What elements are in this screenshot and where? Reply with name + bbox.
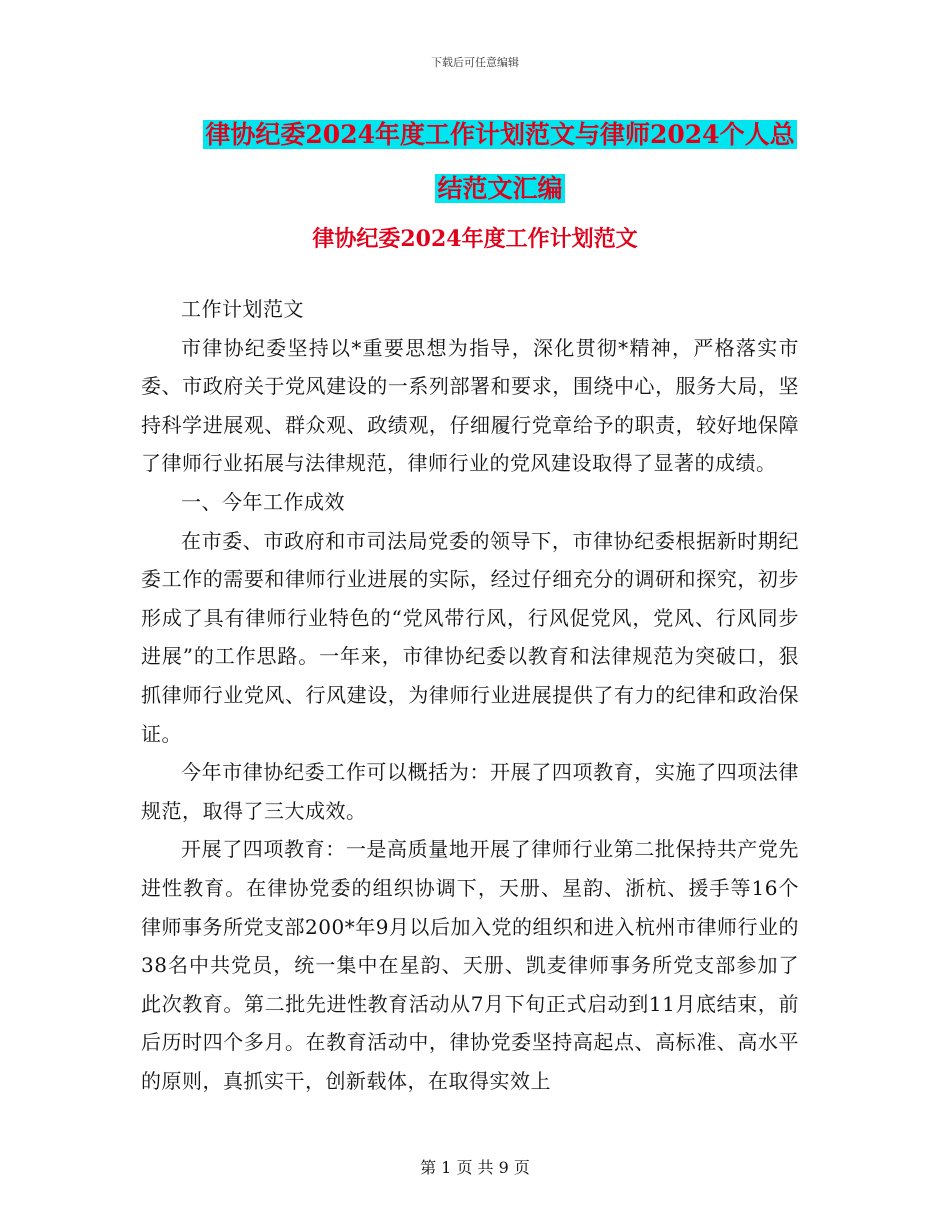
- section-title: 律协纪委2024年度工作计划范文: [312, 226, 638, 252]
- document-title: [190, 108, 810, 216]
- paragraph: 在市委、市政府和市司法局党委的领导下，市律协纪委根据新时期纪委工作的需要和律师行业进展的实际，经过仔细充分的调研和探究，初步形成了具有律师行业特色的“党风带行风，行风促党风，党风、行风同步进展”的工作思路。一年来，市律协纪委以教育和法律规范为突破口，狠抓律师行业党风、行风建设，为律师行业进展提供了有力的纪律和政治保证。: [141, 528, 799, 746]
- document-body: [141, 290, 799, 1100]
- paragraph: 开展了四项教育：一是高质量地开展了律师行业第二批保持共产党先进性教育。在律协党委的组织协调下，天册、星韵、浙杭、援手等16个律师事务所党支部200*年9月以后加入党的组织和进入杭州市律师行业的38名中共党员，统一集中在星韵、天册、凯麦律师事务所党支部参加了此次教育。第二批先进性教育活动从7月下旬正式启动到11月底结束，前后历时四个多月。在教育活动中，律协党委坚持高起点、高标准、高水平的原则，真抓实干，创新载体，在取得实效上: [141, 837, 799, 1093]
- page-header-note: 下载后可任意编辑: [431, 56, 519, 69]
- document-title-line-2: 结范文汇编: [437, 174, 563, 203]
- page-number: 第 1 页 共 9 页: [420, 1158, 530, 1177]
- paragraph-heading: 工作计划范文: [181, 297, 304, 321]
- document-title-line-1: 律协纪委2024年度工作计划范文与律师2024个人总: [205, 120, 795, 149]
- paragraph-section-heading: 一、今年工作成效: [181, 489, 345, 514]
- paragraph: 今年市律协纪委工作可以概括为：开展了四项教育，实施了四项法律规范，取得了三大成效。: [141, 760, 799, 823]
- paragraph: 市律协纪委坚持以*重要思想为指导，深化贯彻*精神，严格落实市委、市政府关于党风建设的一系列部署和要求，围绕中心，服务大局，坚持科学进展观、群众观、政绩观，仔细履行党章给予的职责，较好地保障了律师行业拓展与法律规范，律师行业的党风建设取得了显著的成绩。: [141, 335, 799, 476]
